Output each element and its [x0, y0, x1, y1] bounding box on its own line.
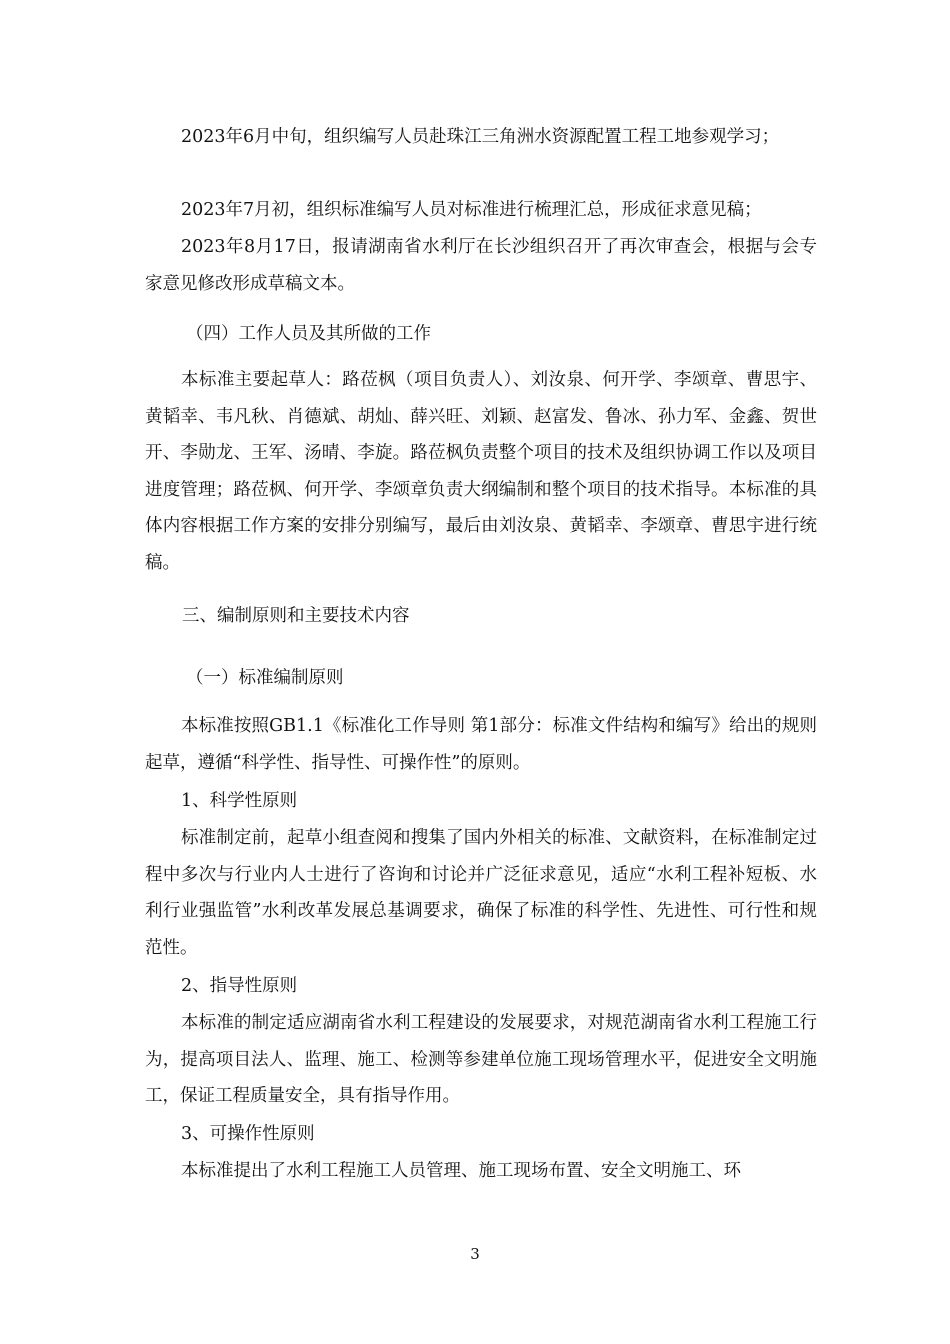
paragraph-operability: 本标准提出了水利工程施工人员管理、施工现场布置、安全文明施工、环: [181, 1161, 741, 1181]
item-guidance-principle: 2、指导性原则: [181, 976, 298, 996]
item-operability-principle: 3、可操作性原则: [181, 1124, 315, 1144]
paragraph-gb-standard: 本标准按照GB1.1《标准化工作导则 第1部分：标准文件结构和编写》给出的规则起草，遵循“科学性、指导性、可操作性”的原则。: [145, 716, 817, 773]
paragraph-july-draft: 2023年7月初，组织标准编写人员对标准进行梳理汇总，形成征求意见稿；: [181, 200, 762, 220]
subsection-heading-principles: （一）标准编制原则: [186, 668, 344, 688]
paragraph-guidance: 本标准的制定适应湖南省水利工程建设的发展要求，对规范湖南省水利工程施工行为，提高项目法人、监理、施工、检测等参建单位施工现场管理水平，促进安全文明施工，保证工程质量安全，具有指导作用。: [145, 1013, 817, 1106]
section-heading-staff: （四）工作人员及其所做的工作: [186, 324, 431, 344]
paragraph-august-review: 2023年8月17日，报请湖南省水利厅在长沙组织召开了再次审查会，根据与会专家意见修改形成草稿文本。: [145, 237, 817, 294]
section-heading-principles: 三、编制原则和主要技术内容: [182, 606, 410, 626]
page-number: 3: [470, 1245, 480, 1263]
paragraph-drafters: 本标准主要起草人：路莅枫（项目负责人）、刘汝泉、何开学、李颂章、曹思宇、黄韬幸、韦凡秋、肖德斌、胡灿、薛兴旺、刘颖、赵富发、鲁冰、孙力军、金鑫、贺世开、李勋龙、王军、汤晴、李旋。路莅枫负责整个项目的技术及组织协调工作以及项目进度管理；路莅枫、何开学、李颂章负责大纲编制和整个项目的技术指导。本标准的具体内容根据工作方案的安排分别编写，最后由刘汝泉、黄韬幸、李颂章、曹思宇进行统稿。: [145, 370, 817, 573]
paragraph-june-visit: 2023年6月中旬，组织编写人员赴珠江三角洲水资源配置工程工地参观学习；: [181, 127, 780, 147]
paragraph-scientific: 标准制定前，起草小组查阅和搜集了国内外相关的标准、文献资料，在标准制定过程中多次与行业内人士进行了咨询和讨论并广泛征求意见，适应“水利工程补短板、水利行业强监管”水利改革发展总基调要求，确保了标准的科学性、先进性、可行性和规范性。: [145, 828, 817, 958]
item-scientific-principle: 1、科学性原则: [181, 791, 298, 811]
